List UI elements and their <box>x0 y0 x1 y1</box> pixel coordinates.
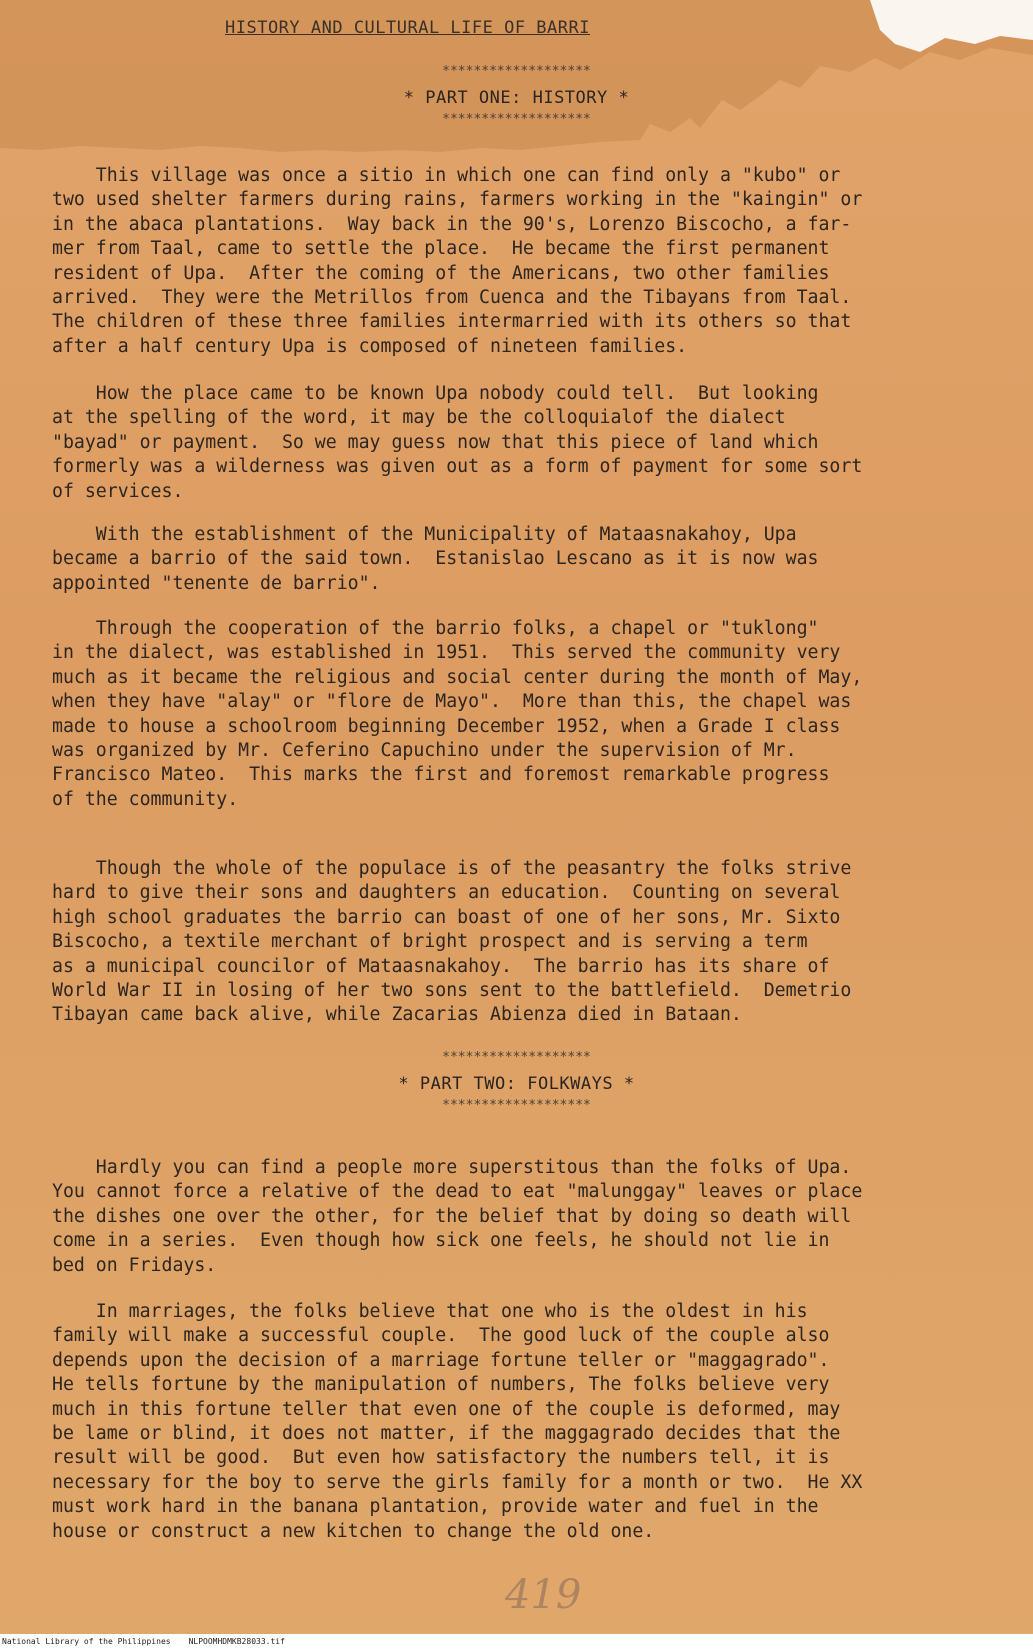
handwritten-page-number: 419 <box>505 1572 582 1618</box>
paragraph-superstitions: Hardly you can find a people more superstitous than the folks of Upa. You cannot force a relative of the dead to eat "malunggay" leaves or place the dishes one over the other, for the belief that by doing so death will come in a series. Even though how sick one feels, he should not lie in bed on Fridays. <box>52 1157 863 1276</box>
part-one-stars-top: ******************* <box>442 64 591 79</box>
paragraph-marriages: In marriages, the folks believe that one who is the oldest in his family will make a successful couple. The good luck of the couple also depends upon the decision of a marriage fortune teller or "maggagrado". He tells fortune by the manipulation of numbers, The folks believe very much in this fortune teller that even one of the couple is deformed, may be lame or blind, it does not matter, if the maggagrado decides that the result will be good. But even how satisfactory the numbers tell, it is necessary for the boy to serve the girls family for a month or two. He XX must work hard in the banana plantation, provide water and fuel in the house or construct a new kitchen to change the old one. <box>52 1301 863 1542</box>
part-one-heading: * PART ONE: HISTORY * <box>403 88 630 108</box>
library-name: National Library of the Philippines <box>2 1637 171 1646</box>
part-two-stars-bottom: ******************* <box>442 1098 591 1113</box>
file-id: NLPOOMHDMKB28033.tif <box>188 1637 285 1646</box>
part-one-stars-bottom: ******************* <box>442 112 591 127</box>
part-two-stars-top: ******************* <box>442 1050 591 1065</box>
archive-footer <box>0 1634 1033 1650</box>
part-two-heading: * PART TWO: FOLKWAYS * <box>398 1074 635 1094</box>
paragraph-name: How the place came to be known Upa nobody could tell. But looking at the spelling of the word, it may be the colloquialof the dialect "bayad" or payment. So we may guess now that this piece of land which formerly was a wilderness was given out as a form of payment for some sort of services. <box>52 383 863 502</box>
paragraph-education: Though the whole of the populace is of the peasantry the folks strive hard to give their sons and daughters an education. Counting on several high school graduates the barrio can boast of one of her sons, Mr. Sixto Biscocho, a textile merchant of bright prospect and is serving a term as a municipal councilor of Mataasnakahoy. The barrio has its share of World War II in losing of her two sons sent to the battlefield. Demetrio Tibayan came back alive, while Zacarias Abienza died in Bataan. <box>52 858 852 1026</box>
paragraph-municipality: With the establishment of the Municipality of Mataasnakahoy, Upa became a barrio of the said town. Estanislao Lescano as it is now was appointed "tenente de barrio". <box>52 524 819 594</box>
document-title: HISTORY AND CULTURAL LIFE OF BARRI <box>225 18 590 38</box>
paragraph-origin: This village was once a sitio in which one can find only a "kubo" or two used shelter farmers during rains, farmers working in the "kaingin" or in the abaca plantations. Way back in the 90's, Lorenzo Biscocho, a far- mer from Taal, came to settle the place. He became the first permanent resident of Upa. After the coming of the Americans, two other families arrived. They were the Metrillos from Cuenca and the Tibayans from Taal. The children of these three families intermarried with its others so that after a half century Upa is composed of nineteen families. <box>52 165 863 357</box>
paragraph-chapel: Through the cooperation of the barrio folks, a chapel or "tuklong" in the dialect, was established in 1951. This served the community very much as it became the religious and social center during the month of May, when they have "alay" or "flore de Mayo". More than this, the chapel was made to house a schoolroom beginning December 1952, when a Grade I class was organized by Mr. Ceferino Capuchino under the supervision of Mr. Francisco Mateo. This marks the first and foremost remarkable progress of the community. <box>52 618 863 810</box>
